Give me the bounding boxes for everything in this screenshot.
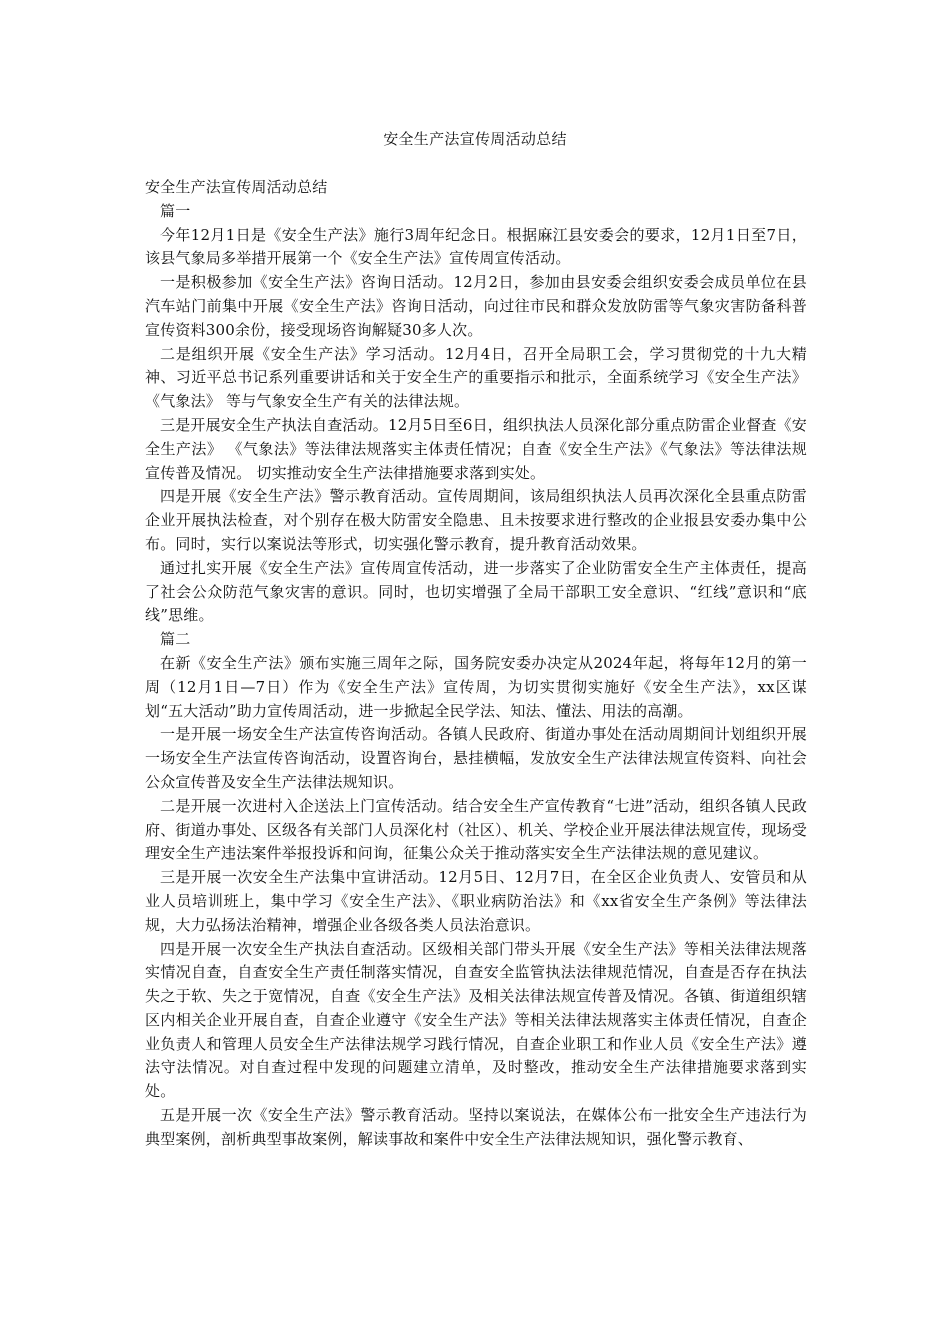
paragraph: 二是组织开展《安全生产法》学习活动。12月4日，召开全局职工会，学习贯彻党的十九大精神、习近平总书记系列重要讲话和关于安全生产的重要指示和批示，全面系统学习《安全生产法》《气象法》 等与气象安全生产有关的法律法规。 <box>145 344 807 411</box>
document-body <box>145 176 807 1152</box>
paragraph: 三是开展安全生产执法自查活动。12月5日至6日，组织执法人员深化部分重点防雷企业督查《安全生产法》 《气象法》等法律法规落实主体责任情况；自查《安全生产法》《气象法》等法律法规宣传普及情况。 切实推动安全生产法律措施要求落到实处。 <box>145 415 807 482</box>
document-subtitle: 安全生产法宣传周活动总结 <box>145 178 328 196</box>
paragraph: 三是开展一次安全生产法集中宣讲活动。12月5日、12月7日，在全区企业负责人、安管员和从业人员培训班上，集中学习《安全生产法》、《职业病防治法》和《xx省安全生产条例》等法律法规，大力弘扬法治精神，增强企业各级各类人员法治意识。 <box>145 868 807 934</box>
section-two-label: 篇二 <box>160 630 191 649</box>
section-one-label: 篇一 <box>160 201 191 220</box>
paragraph: 五是开展一次《安全生产法》警示教育活动。坚持以案说法，在媒体公布一批安全生产违法行为典型案例，剖析典型事故案例，解读事故和案件中安全生产法律法规知识，强化警示教育、 <box>145 1106 807 1148</box>
document-title: 安全生产法宣传周活动总结 <box>383 130 567 148</box>
paragraph: 通过扎实开展《安全生产法》宣传周宣传活动，进一步落实了企业防雷安全生产主体责任，提高了社会公众防范气象灾害的意识。同时，也切实增强了全局干部职工安全意识、“红线”意识和“底线”思维。 <box>145 558 807 625</box>
paragraph: 一是积极参加《安全生产法》咨询日活动。12月2日，参加由县安委会组织安委会成员单位在县汽车站门前集中开展《安全生产法》咨询日活动，向过往市民和群众发放防雷等气象灾害防备科普宣传资料300余份，接受现场咨询解疑30多人次。 <box>145 273 807 339</box>
paragraph: 一是开展一场安全生产法宣传咨询活动。各镇人民政府、街道办事处在活动周期间计划组织开展一场安全生产法宣传咨询活动，设置咨询台，悬挂横幅，发放安全生产法律法规宣传资料、向社会公众宣传普及安全生产法律法规知识。 <box>145 725 807 791</box>
paragraph: 四是开展《安全生产法》警示教育活动。宣传周期间，该局组织执法人员再次深化全县重点防雷企业开展执法检查，对个别存在极大防雷安全隐患、且未按要求进行整改的企业报县安委办集中公布。同时，实行以案说法等形式，切实强化警示教育，提升教育活动效果。 <box>145 487 807 553</box>
paragraph: 在新《安全生产法》颁布实施三周年之际，国务院安委办决定从2024年起，将每年12月的第一周（12月1日—7日）作为《安全生产法》宣传周，为切实贯彻实施好《安全生产法》，xx区谋划“五大活动”助力宣传周活动，进一步掀起全民学法、知法、懂法、用法的高潮。 <box>145 653 807 720</box>
paragraph: 四是开展一次安全生产执法自查活动。区级相关部门带头开展《安全生产法》等相关法律法规落实情况自查，自查安全生产责任制落实情况，自查安全监管执法法律规范情况，自查是否存在执法失之于软、失之于宽情况，自查《安全生产法》及相关法律法规宣传普及情况。各镇、街道组织辖区内相关企业开展自查，自查企业遵守《安全生产法》等相关法律法规落实主体责任情况，自查企业负责人和管理人员安全生产法律法规学习践行情况，自查企业职工和作业人员《安全生产法》遵法守法情况。对自查过程中发现的问题建立清单，及时整改，推动安全生产法律措施要求落到实处。 <box>145 939 807 1101</box>
paragraph: 今年12月1日是《安全生产法》施行3周年纪念日。根据麻江县安委会的要求，12月1日至7日，该县气象局多举措开展第一个《安全生产法》宣传周宣传活动。 <box>145 225 807 268</box>
paragraph: 二是开展一次进村入企送法上门宣传活动。结合安全生产宣传教育“七进”活动，组织各镇人民政府、街道办事处、区级各有关部门人员深化村（社区）、机关、学校企业开展法律法规宣传，现场受理安全生产违法案件举报投诉和问询，征集公众关于推动落实安全生产法律法规的意见建议。 <box>145 796 807 863</box>
